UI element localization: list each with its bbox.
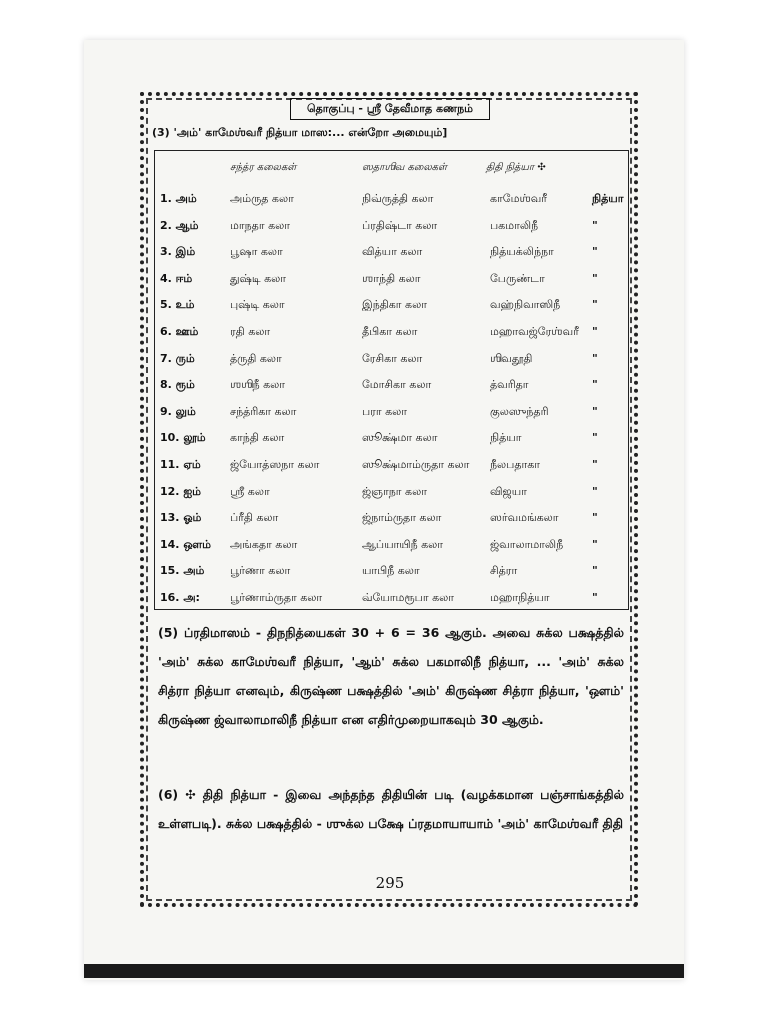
- row-number: 15. அம்: [160, 564, 205, 578]
- row-number: 16. அ:: [160, 591, 200, 604]
- sadashiva-kala: ஸூக்ஷ்மா கலா: [362, 431, 438, 445]
- sadashiva-kala: யாபிநீ கலா: [362, 564, 420, 578]
- table-row: [160, 378, 620, 400]
- row-number: 13. ஓம்: [160, 511, 202, 525]
- chandra-kala: ரதி கலா: [230, 325, 271, 338]
- chandra-kala: துஷ்டி கலா: [230, 271, 287, 285]
- column-header-chandra: சந்த்ர கலைகள்: [230, 162, 297, 173]
- tithi-nitya: நீலபதாகா: [490, 458, 541, 471]
- paragraph-5: (5) ப்ரதிமாஸம் - திநநித்யைகள் 30 + 6 = 36 ஆகும். அவை சுக்ல பக்ஷத்தில் 'அம்' சுக்ல காமேஶ்வரீ நித்யா, 'ஆம்' சுக்ல பகமாலிநீ நித்யா, ... 'அம்' சுக்ல சித்ரா நித்யா எனவும், கிருஷ்ண பக்ஷத்தில் 'அம்' கிருஷ்ண சித்ரா நித்யா, 'ஔம்' கிருஷ்ண ஜ்வாலாமாலிநீ நித்யா என எதிர்முறையாகவும் 30 ஆகும்.: [158, 625, 624, 727]
- chandra-kala: ஜ்யோத்ஸநா கலா: [230, 458, 320, 471]
- chandra-kala: பூர்ணாம்ருதா கலா: [230, 591, 323, 604]
- row-number: 2. ஆம்: [160, 218, 199, 232]
- row-number: 5. உம்: [160, 298, 195, 312]
- chandra-kala: அம்ருத கலா: [230, 192, 294, 205]
- ditto-mark: ": [592, 484, 598, 498]
- table-row: [160, 352, 620, 374]
- sadashiva-kala: இந்திகா கலா: [362, 298, 427, 312]
- row-number: 3. இம்: [160, 245, 196, 259]
- ditto-mark: ": [592, 218, 598, 232]
- sadashiva-kala: வ்யோமரூபா கலா: [362, 591, 455, 604]
- ditto-mark: ": [592, 245, 598, 259]
- column-header-tithi: திதி நித்யா ✣: [486, 162, 546, 173]
- tithi-nitya: நித்யக்லிந்நா: [490, 245, 554, 259]
- sadashiva-kala: வித்யா கலா: [362, 245, 423, 259]
- row-number: 8. ரூம்: [160, 378, 195, 392]
- chandra-kala: சந்த்ரிகா கலா: [230, 404, 297, 418]
- sadashiva-kala: நிவ்ருத்தி கலா: [362, 192, 434, 205]
- sadashiva-kala: ப்ரதிஷ்டா கலா: [362, 218, 438, 232]
- table-row: [160, 458, 620, 480]
- paragraph-6: (6) ✣ திதி நித்யா - இவை அந்தந்த திதியின் படி (வழக்கமான பஞ்சாங்கத்தில் உள்ளபடி). சுக்ல பக்ஷத்தில் - ஶுக்ல பக்ஷே ப்ரதமாயாயாம் 'அம்' காமேஶ்வரீ திதி: [158, 787, 624, 831]
- ditto-mark: ": [592, 298, 598, 312]
- tithi-nitya: வஹ்நிவாஸிநீ: [490, 298, 561, 312]
- chandra-kala: பூர்ணா கலா: [230, 564, 291, 578]
- tithi-nitya: விஜயா: [490, 484, 527, 498]
- tithi-nitya: பேருண்டா: [490, 271, 545, 285]
- row-number: 11. ஏம்: [160, 458, 201, 471]
- row-number: 9. லும்: [160, 404, 196, 418]
- ditto-mark: ": [592, 378, 598, 392]
- table-row: [160, 511, 620, 533]
- section-title: தொகுப்பு - ஸ்ரீ தேவீமாத கணநம்: [290, 98, 490, 120]
- tithi-nitya: மஹாவஜ்ரேஶ்வரீ: [490, 325, 579, 338]
- ditto-mark: நித்யா: [592, 192, 624, 205]
- tithi-nitya: சித்ரா: [490, 564, 518, 578]
- chandra-kala: மாநதா கலா: [230, 218, 290, 232]
- ditto-mark: ": [592, 325, 598, 338]
- table-row: [160, 405, 620, 427]
- chandra-kala: காந்தி கலா: [230, 431, 285, 445]
- tithi-nitya: த்வரிதா: [490, 378, 529, 392]
- table-row: [160, 431, 620, 453]
- tithi-nitya: நித்யா: [490, 431, 522, 445]
- table-row: [160, 325, 620, 347]
- table-row: [160, 245, 620, 267]
- table-row: [160, 272, 620, 294]
- chandra-kala: ஸ்ரீ கலா: [230, 484, 270, 498]
- chandra-kala: ஶஶிநீ கலா: [230, 378, 286, 392]
- row-number: 1. அம்: [160, 192, 197, 205]
- table-row: [160, 298, 620, 320]
- sadashiva-kala: ஸூக்ஷ்மாம்ருதா கலா: [362, 458, 470, 471]
- ditto-mark: ": [592, 431, 598, 445]
- ditto-mark: ": [592, 271, 598, 285]
- section-subheading: (3) 'அம்' காமேஶ்வரீ நித்யா மாஸ:... என்றோ அமையும்]: [152, 126, 448, 139]
- sadashiva-kala: ஜ்ஞாநா கலா: [362, 484, 427, 498]
- tithi-nitya: பகமாலிநீ: [490, 218, 539, 232]
- row-number: 14. ஔம்: [160, 537, 211, 551]
- chandra-kala: ப்ரீதி கலா: [230, 511, 279, 525]
- row-number: 6. ஊம்: [160, 325, 199, 338]
- page-edge-shadow: [84, 964, 684, 978]
- sadashiva-kala: ஆப்யாயிநீ கலா: [362, 537, 444, 551]
- chandra-kala: த்ருதி கலா: [230, 351, 282, 365]
- sadashiva-kala: தீபிகா கலா: [362, 325, 418, 338]
- sadashiva-kala: மோசிகா கலா: [362, 378, 432, 392]
- tithi-nitya: ஜ்வாலாமாலிநீ: [490, 537, 564, 551]
- row-number: 12. ஐம்: [160, 484, 201, 498]
- tithi-nitya: காமேஶ்வரீ: [490, 192, 547, 205]
- table-row: [160, 564, 620, 586]
- ditto-mark: ": [592, 591, 598, 604]
- sadashiva-kala: பரா கலா: [362, 404, 408, 418]
- ditto-mark: ": [592, 537, 598, 551]
- sadashiva-kala: ஜ்நாம்ருதா கலா: [362, 511, 442, 525]
- table-row: [160, 192, 624, 214]
- column-header-sadashiva: ஸதாஶிவ கலைகள்: [362, 162, 448, 173]
- ditto-mark: ": [592, 351, 598, 365]
- chandra-kala: பூஷா கலா: [230, 245, 283, 259]
- tithi-nitya: ஶிவதூதி: [490, 351, 533, 365]
- sadashiva-kala: ஶாந்தி கலா: [362, 271, 421, 285]
- sadashiva-kala: ரேசிகா கலா: [362, 351, 423, 365]
- tithi-nitya: குலஸுந்தரி: [490, 404, 549, 418]
- ditto-mark: ": [592, 458, 598, 471]
- ditto-mark: ": [592, 404, 598, 418]
- ditto-mark: ": [592, 511, 598, 525]
- ditto-mark: ": [592, 564, 598, 578]
- tithi-nitya: மஹாநித்யா: [490, 591, 550, 604]
- table-row: [160, 219, 620, 241]
- row-number: 4. ஈம்: [160, 271, 193, 285]
- table-row: [160, 538, 620, 560]
- row-number: 10. லூம்: [160, 431, 206, 445]
- table-row: [160, 485, 620, 507]
- row-number: 7. ரும்: [160, 351, 195, 365]
- tithi-nitya: ஸர்வமங்கலா: [490, 511, 559, 525]
- table-row: [160, 591, 620, 613]
- chandra-kala: புஷ்டி கலா: [230, 298, 285, 312]
- chandra-kala: அங்கதா கலா: [230, 537, 298, 551]
- page-number: 295: [375, 874, 405, 892]
